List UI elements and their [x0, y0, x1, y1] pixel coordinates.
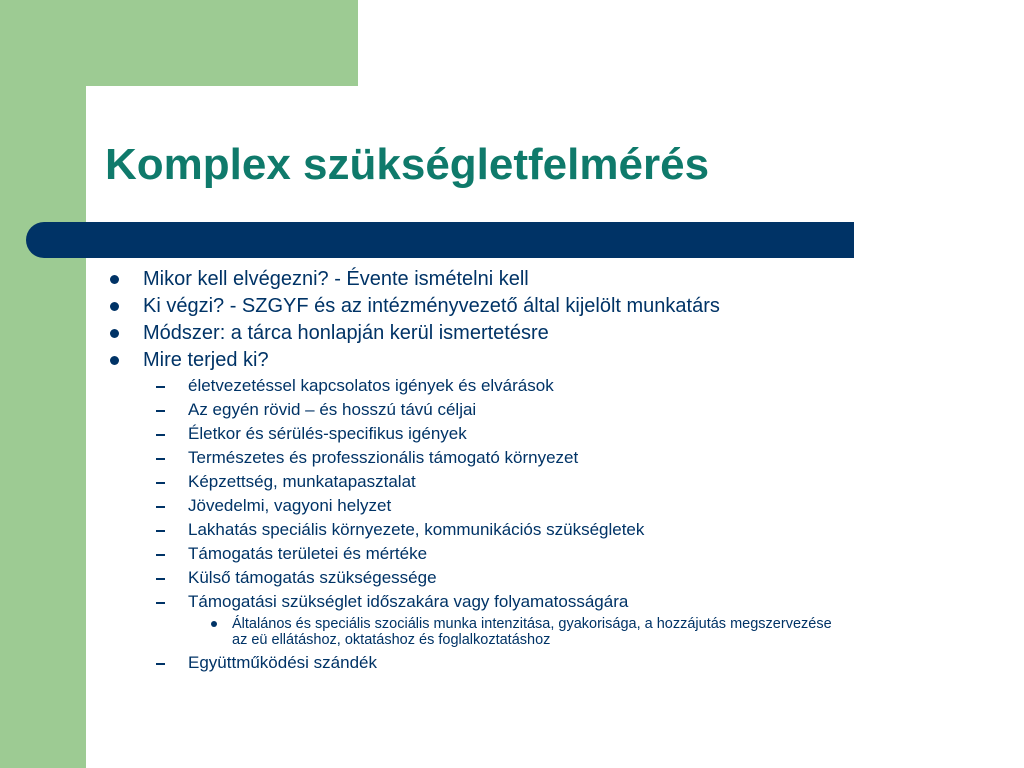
bullet-dot-icon	[110, 356, 119, 365]
bullet-item: Mire terjed ki?	[143, 349, 269, 371]
sub-item: Együttműködési szándék	[188, 653, 377, 672]
sub-item: Az egyén rövid – és hosszú távú céljai	[188, 400, 477, 419]
sub-item: életvezetéssel kapcsolatos igények és elvárások	[188, 376, 554, 395]
dash-marker-icon	[156, 434, 165, 436]
bullet-item: Ki végzi? - SZGYF és az intézményvezető által kijelölt munkatárs	[143, 295, 720, 317]
sub-item: Jövedelmi, vagyoni helyzet	[188, 496, 392, 515]
sub-sub-item-line: az eü ellátáshoz, oktatáshoz és foglalkoztatáshoz	[232, 632, 551, 648]
bullet-dot-icon	[110, 302, 119, 311]
dash-marker-icon	[156, 530, 165, 532]
sub-sub-item-line: Általános és speciális szociális munka intenzitása, gyakorisága, a hozzájutás megszervezése	[232, 616, 832, 632]
dash-marker-icon	[156, 386, 165, 388]
dash-marker-icon	[156, 554, 165, 556]
dash-marker-icon	[156, 482, 165, 484]
sub-item: Támogatás területei és mértéke	[188, 544, 428, 563]
bullet-item: Mikor kell elvégezni? - Évente ismételni kell	[143, 268, 529, 290]
sub-item: Lakhatás speciális környezete, kommunikációs szükségletek	[188, 520, 645, 539]
sub-item: Támogatási szükséglet időszakára vagy folyamatosságára	[188, 592, 629, 611]
slide-title: Komplex szükségletfelmérés	[105, 140, 710, 189]
sub-item: Külső támogatás szükségessége	[188, 568, 437, 587]
sub-item: Képzettség, munkatapasztalat	[188, 472, 416, 491]
sub-item: Életkor és sérülés-specifikus igények	[188, 424, 467, 443]
dash-marker-icon	[156, 602, 165, 604]
dash-marker-icon	[156, 410, 165, 412]
title-underline-bar	[26, 222, 854, 258]
green-decoration-left	[0, 0, 86, 768]
dash-marker-icon	[156, 458, 165, 460]
bullet-dot-icon	[110, 329, 119, 338]
bullet-dot-icon	[110, 275, 119, 284]
dash-marker-icon	[156, 578, 165, 580]
bullet-item: Módszer: a tárca honlapján kerül ismertetésre	[143, 322, 549, 344]
dash-marker-icon	[156, 663, 165, 665]
bullet-dot-icon	[211, 621, 217, 627]
sub-item: Természetes és professzionális támogató környezet	[188, 448, 579, 467]
dash-marker-icon	[156, 506, 165, 508]
